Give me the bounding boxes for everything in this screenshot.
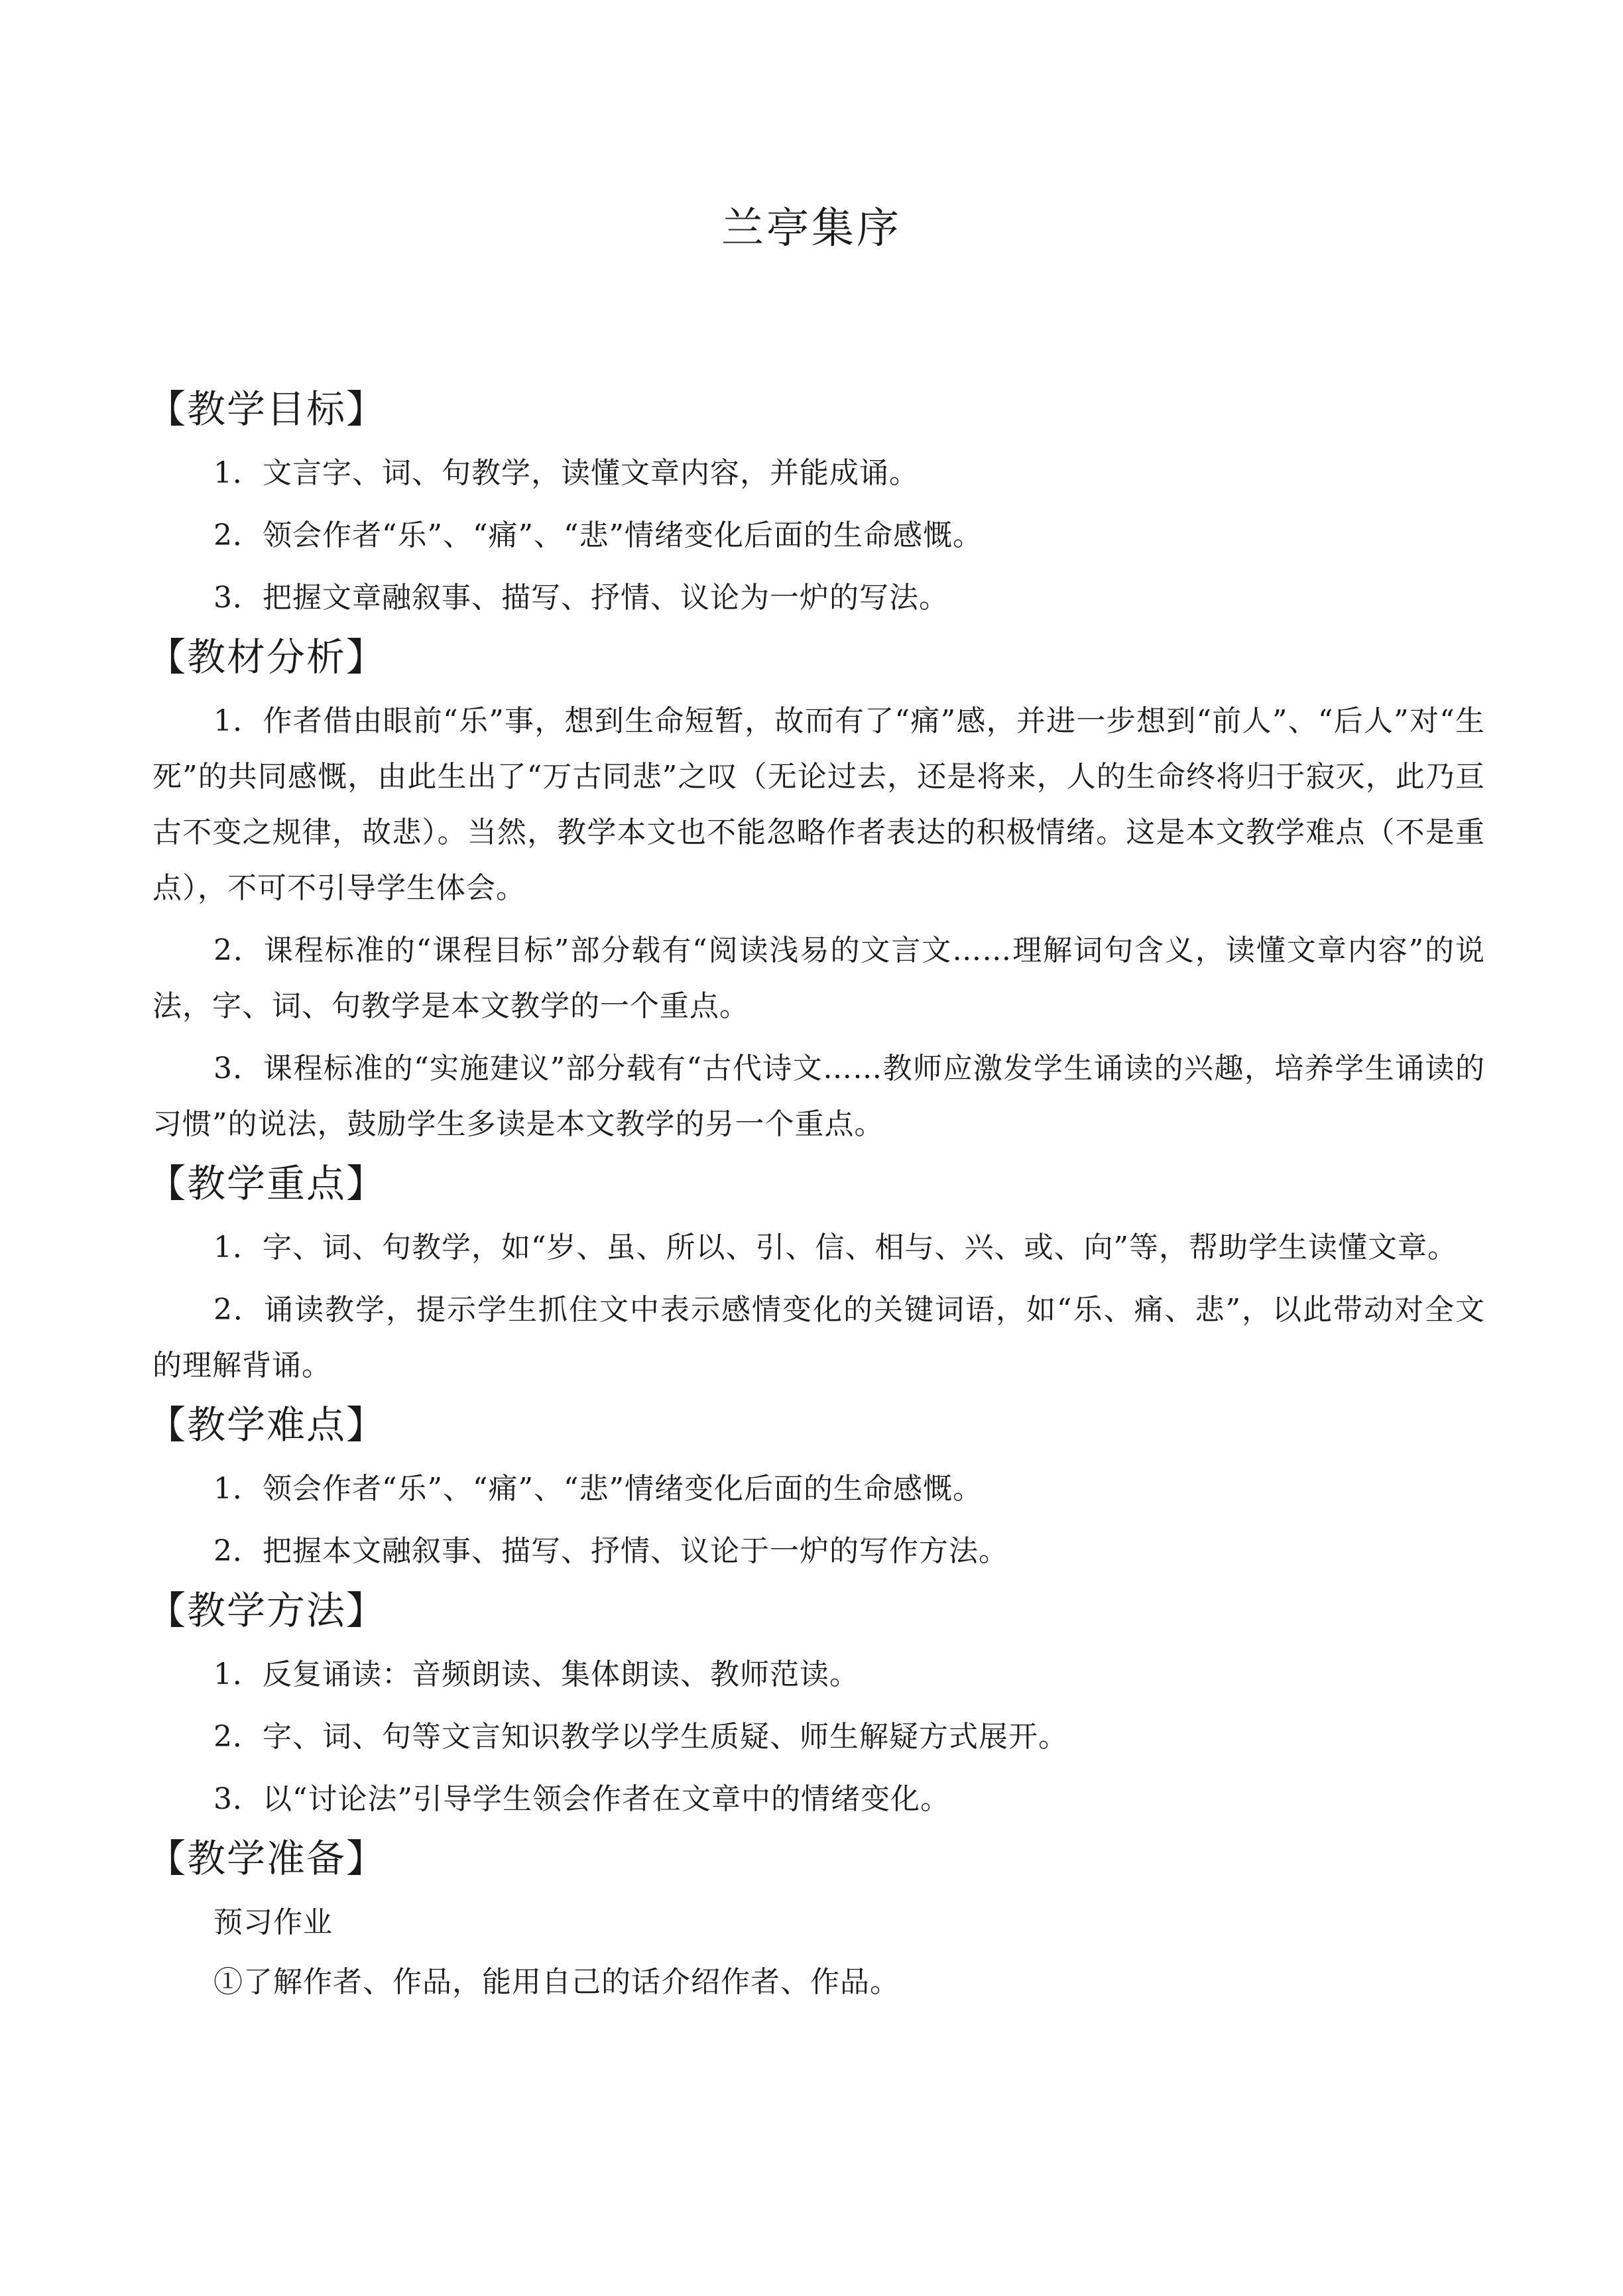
page-title: 兰亭集序	[721, 204, 902, 253]
preparation-subheading: 预习作业	[213, 1905, 333, 1939]
objectives-item-1: 1．文言字、词、句教学，读懂文章内容，并能成诵。	[213, 456, 919, 490]
key-points-item-1: 1．字、词、句教学，如“岁、虽、所以、引、信、相与、兴、或、向”等，帮助学生读懂文章。	[213, 1231, 1457, 1264]
objectives-item-2: 2．领会作者“乐”、“痛”、“悲”情绪变化后面的生命感慨。	[213, 518, 983, 552]
section-heading-key-points: 【教学重点】	[147, 1161, 387, 1206]
key-points-item-2: 2．诵读教学，提示学生抓住文中表示感情变化的关键词语，如“乐、痛、悲”，以此带动对全文的理解背诵。	[152, 1293, 1485, 1382]
methods-item-2: 2．字、词、句等文言知识教学以学生质疑、师生解疑方式展开。	[213, 1720, 1068, 1754]
section-heading-difficulties: 【教学难点】	[147, 1402, 387, 1447]
document-body	[147, 385, 1485, 2014]
difficulties-item-1: 1．领会作者“乐”、“痛”、“悲”情绪变化后面的生命感慨。	[213, 1472, 983, 1506]
section-heading-analysis: 【教材分析】	[147, 634, 387, 680]
analysis-item-2: 2．课程标准的“课程目标”部分载有“阅读浅易的文言文……理解词句含义，读懂文章内容”的说法，字、词、句教学是本文教学的一个重点。	[152, 934, 1485, 1023]
methods-item-3: 3．以“讨论法”引导学生领会作者在文章中的情绪变化。	[213, 1782, 950, 1816]
section-heading-objectives: 【教学目标】	[147, 387, 387, 432]
preparation-item-1: ①了解作者、作品，能用自己的话介绍作者、作品。	[213, 1965, 900, 1999]
analysis-item-3: 3．课程标准的“实施建议”部分载有“古代诗文……教师应激发学生诵读的兴趣，培养学生诵读的习惯”的说法，鼓励学生多读是本文教学的另一个重点。	[152, 1052, 1485, 1141]
section-heading-methods: 【教学方法】	[147, 1588, 387, 1633]
analysis-item-1: 1．作者借由眼前“乐”事，想到生命短暂，故而有了“痛”感，并进一步想到“前人”、“后人”对“生死”的共同感慨，由此生出了“万古同悲”之叹（无论过去，还是将来，人的生命终将归于寂灭，此乃亘古不变之规律，故悲）。当然，教学本文也不能忽略作者表达的积极情绪。这是本文教学难点（不是重点），不可不引导学生体会。	[152, 704, 1485, 905]
section-heading-preparation: 【教学准备】	[147, 1836, 387, 1881]
methods-item-1: 1．反复诵读：音频朗读、集体朗读、教师范读。	[213, 1658, 859, 1691]
difficulties-item-2: 2．把握本文融叙事、描写、抒情、议论于一炉的写作方法。	[213, 1534, 1008, 1568]
objectives-item-3: 3．把握文章融叙事、描写、抒情、议论为一炉的写法。	[213, 581, 949, 615]
